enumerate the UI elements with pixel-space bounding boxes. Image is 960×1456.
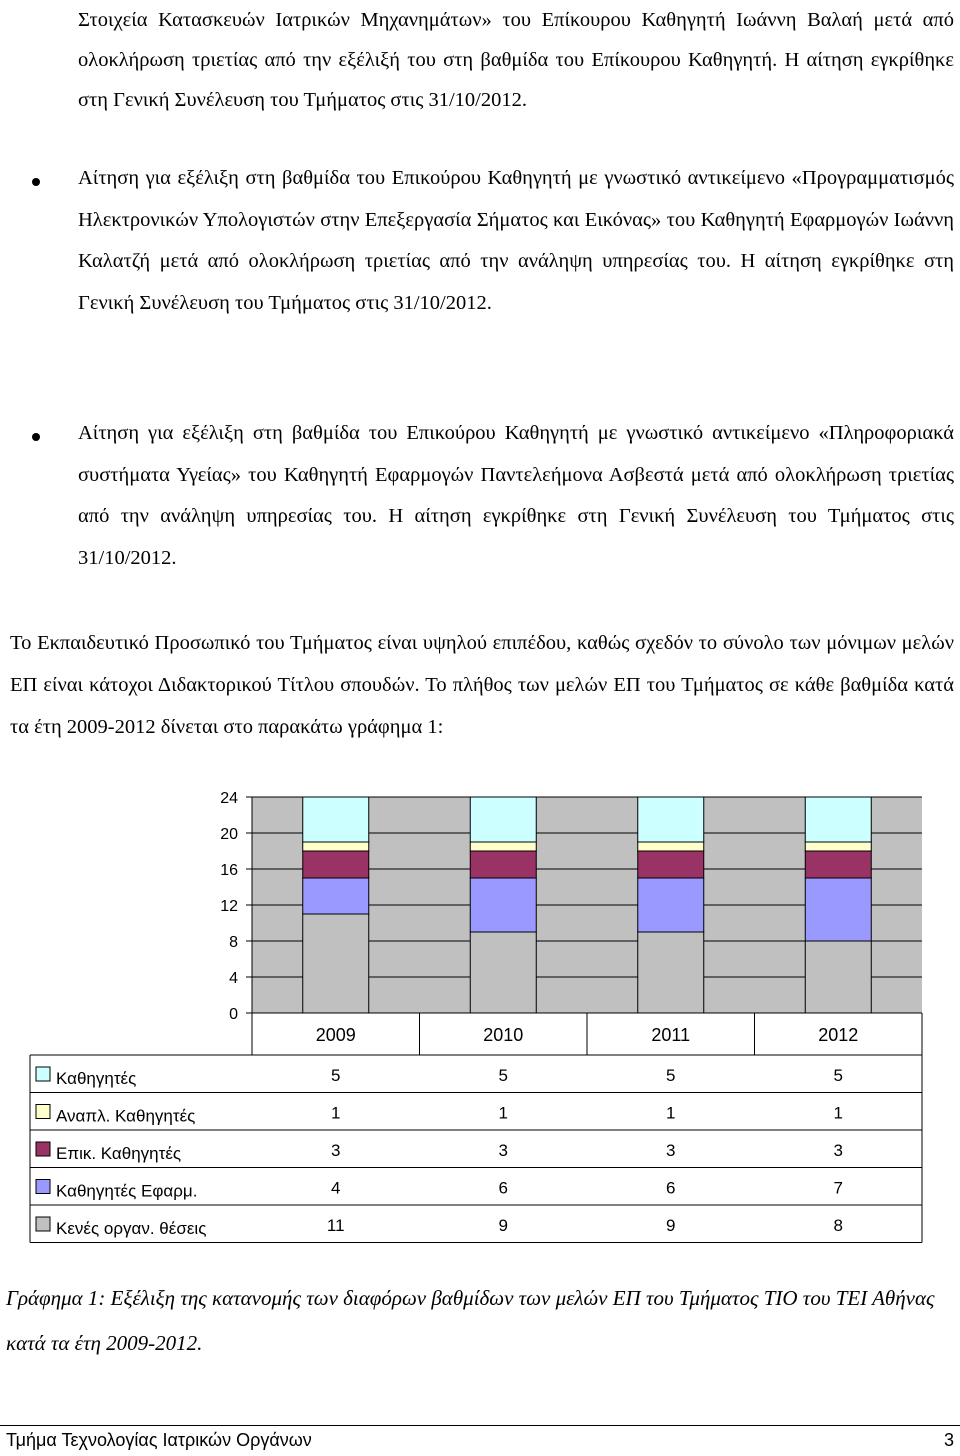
legend-key bbox=[36, 1217, 50, 1231]
bar-segment bbox=[303, 878, 369, 914]
legend-key bbox=[36, 1105, 50, 1119]
bar-segment bbox=[805, 797, 871, 842]
series-name: Επικ. Καθηγητές bbox=[56, 1144, 182, 1163]
bullet-text: Αίτηση για εξέλιξη στη βαθμίδα του Επικούρου Καθηγητή με γνωστικό αντικείμενο «Πληροφοριακά συστήματα Υγείας» του Καθηγητή Εφαρμογών Παντελεήμονα Ασβεστά μετά από ολοκλήρωση τριετίας από την ανάληψη υπηρεσίας του. Η αίτηση εγκρίθηκε στη Γενική Συνέλευση του Τμήματος στις 31/10/2012. bbox=[78, 422, 954, 569]
data-value: 7 bbox=[833, 1178, 843, 1198]
continued-paragraph: Στοιχεία Κατασκευών Ιατρικών Μηχανημάτων» του Επίκουρου Καθηγητή Ιωάννη Βαλαή μετά από ολοκλήρωση τριετίας από την εξέλιξή του στη βαθμίδα του Επίκουρου Καθηγητή. Η αίτηση εγκρίθηκε στη Γενική Συνέλευση του Τμήματος στις 31/10/2012. bbox=[78, 9, 954, 111]
series-name: Αναπλ. Καθηγητές bbox=[56, 1106, 196, 1126]
bar-segment bbox=[638, 851, 704, 878]
data-value: 8 bbox=[833, 1216, 843, 1235]
figure-caption: Γράφημα 1: Εξέλιξη της κατανομής των διαφόρων βαθμίδων των μελών ΕΠ του Τμήματος ΤΙΟ του ΤΕΙ Αθήνας κατά τα έτη 2009-2012. bbox=[6, 1286, 935, 1355]
y-tick-label: 8 bbox=[229, 934, 238, 951]
data-value: 9 bbox=[498, 1216, 508, 1235]
x-category-label: 2011 bbox=[651, 1025, 691, 1045]
bar-segment bbox=[470, 878, 536, 932]
bar-segment bbox=[470, 797, 536, 842]
bar-segment bbox=[303, 851, 369, 878]
y-tick-label: 24 bbox=[220, 790, 238, 807]
legend-key bbox=[36, 1067, 50, 1081]
data-value: 5 bbox=[498, 1066, 508, 1085]
data-value: 4 bbox=[331, 1178, 341, 1198]
bullet-text: Αίτηση για εξέλιξη στη βαθμίδα του Επικούρου Καθηγητή με γνωστικό αντικείμενο «Προγραμματισμός Ηλεκτρονικών Υπολογιστών στην Επεξεργασία Σήματος και Εικόνας» του Καθηγητή Εφαρμογών Ιωάννη Καλατζή μετά από ολοκλήρωση τριετίας από την ανάληψη υπηρεσίας του. Η αίτηση εγκρίθηκε στη Γενική Συνέλευση του Τμήματος στις 31/10/2012. bbox=[78, 167, 954, 314]
bullet-dot-icon bbox=[32, 178, 40, 186]
bar-segment bbox=[303, 842, 369, 851]
bar-segment bbox=[638, 797, 704, 842]
bar-segment bbox=[303, 914, 369, 1013]
data-value: 6 bbox=[666, 1178, 676, 1198]
data-value: 6 bbox=[498, 1178, 508, 1198]
x-category-label: 2010 bbox=[483, 1025, 524, 1045]
bar-segment bbox=[805, 851, 871, 878]
data-value: 1 bbox=[833, 1103, 843, 1123]
data-value: 1 bbox=[331, 1103, 341, 1123]
y-tick-label: 4 bbox=[229, 970, 238, 987]
bar-segment bbox=[470, 932, 536, 1013]
bar-segment bbox=[638, 932, 704, 1013]
data-value: 9 bbox=[666, 1216, 676, 1235]
page-number: 3 bbox=[943, 1430, 954, 1450]
data-value: 5 bbox=[666, 1066, 676, 1085]
footer-department: Τμήμα Τεχνολογίας Ιατρικών Οργάνων bbox=[6, 1430, 312, 1450]
series-name: Κενές οργαν. θέσεις bbox=[56, 1219, 207, 1238]
data-value: 3 bbox=[498, 1141, 508, 1160]
legend-key bbox=[36, 1180, 50, 1194]
data-value: 5 bbox=[331, 1066, 341, 1085]
plot-area bbox=[220, 790, 922, 1023]
y-tick-label: 16 bbox=[220, 862, 238, 879]
bar-segment bbox=[638, 842, 704, 851]
footer-divider bbox=[0, 1425, 960, 1426]
data-value: 3 bbox=[833, 1141, 843, 1160]
data-value: 1 bbox=[666, 1103, 676, 1123]
data-value: 3 bbox=[331, 1141, 341, 1160]
bar-segment bbox=[303, 797, 369, 842]
body-paragraph: Το Εκπαιδευτικό Προσωπικό του Τμήματος είναι υψηλού επιπέδου, καθώς σχεδόν το σύνολο των μόνιμων μελών ΕΠ είναι κάτοχοι Διδακτορικού Τίτλου σπουδών. Το πλήθος των μελών ΕΠ του Τμήματος σε κάθε βαθμίδα κατά τα έτη 2009-2012 δίνεται στο παρακάτω γράφημα 1: bbox=[10, 632, 954, 738]
x-category-label: 2009 bbox=[315, 1025, 356, 1045]
data-value: 1 bbox=[498, 1103, 508, 1123]
y-tick-label: 0 bbox=[229, 1006, 238, 1023]
data-value: 3 bbox=[666, 1141, 676, 1160]
x-category-label: 2012 bbox=[818, 1025, 859, 1045]
bullet-dot-icon bbox=[32, 433, 40, 441]
data-value: 11 bbox=[326, 1216, 345, 1235]
bar-segment bbox=[805, 878, 871, 941]
bar-segment bbox=[470, 851, 536, 878]
bar-segment bbox=[638, 878, 704, 932]
stacked-bar-chart bbox=[0, 770, 960, 1250]
y-tick-label: 20 bbox=[220, 826, 238, 843]
legend-key bbox=[36, 1142, 50, 1156]
bar-segment bbox=[805, 842, 871, 851]
series-name: Καθηγητές Εφαρμ. bbox=[56, 1181, 198, 1201]
chart-data-table bbox=[30, 1013, 922, 1243]
y-tick-label: 12 bbox=[220, 898, 238, 915]
bar-segment bbox=[805, 941, 871, 1013]
bar-segment bbox=[470, 842, 536, 851]
data-value: 5 bbox=[833, 1066, 843, 1085]
series-name: Καθηγητές bbox=[56, 1069, 137, 1088]
